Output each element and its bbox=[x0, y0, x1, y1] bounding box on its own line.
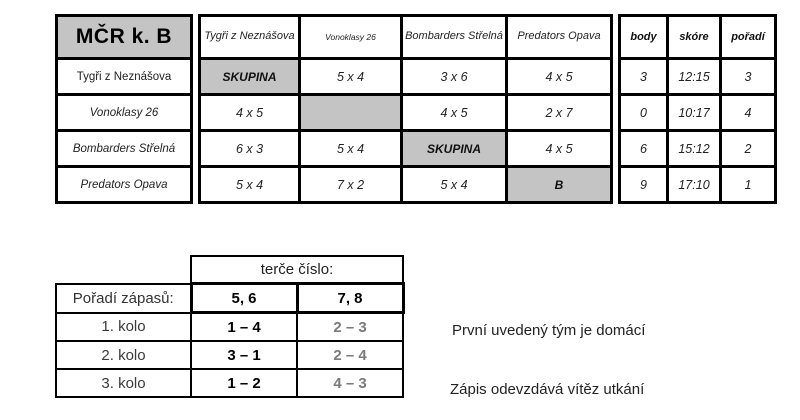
group-diagonal-cell: B bbox=[507, 167, 612, 203]
team-column-header: Predators Opava bbox=[507, 16, 612, 59]
score-value: 12:15 bbox=[668, 59, 721, 95]
rank-value: 4 bbox=[721, 95, 776, 131]
result-cell: 4 x 5 bbox=[402, 95, 507, 131]
round-label: 1. kolo bbox=[56, 313, 191, 342]
team-column-header: Vonoklasy 26 bbox=[300, 16, 402, 59]
team-row-label: Predators Opava bbox=[57, 167, 192, 203]
group-diagonal-cell: SKUPINA bbox=[402, 131, 507, 167]
round-label: 3. kolo bbox=[56, 369, 191, 397]
points-value: 9 bbox=[620, 167, 668, 203]
team-column-header: Bombarders Střelná bbox=[402, 16, 507, 59]
match-schedule-table bbox=[55, 255, 405, 398]
rounds-header: Pořadí zápasů: bbox=[56, 284, 191, 313]
score-column-header: skóre bbox=[668, 16, 721, 59]
points-value: 0 bbox=[620, 95, 668, 131]
match-pairing-cell: 2 – 4 bbox=[297, 341, 403, 369]
group-diagonal-cell: SKUPINA bbox=[200, 59, 300, 95]
result-cell: 5 x 4 bbox=[300, 131, 402, 167]
points-value: 3 bbox=[620, 59, 668, 95]
score-value: 17:10 bbox=[668, 167, 721, 203]
result-cell: 4 x 5 bbox=[200, 95, 300, 131]
team-row-label: Tygři z Neznášova bbox=[57, 59, 192, 95]
result-cell: 2 x 7 bbox=[507, 95, 612, 131]
rank-column-header: pořadí bbox=[721, 16, 776, 59]
match-pairing-cell: 1 – 4 bbox=[191, 313, 297, 342]
result-cell: 5 x 4 bbox=[300, 59, 402, 95]
result-cell: 5 x 4 bbox=[200, 167, 300, 203]
rank-value: 2 bbox=[721, 131, 776, 167]
match-pairing-cell: 3 – 1 bbox=[191, 341, 297, 369]
team-row-label: Bombarders Střelná bbox=[57, 131, 192, 167]
points-value: 6 bbox=[620, 131, 668, 167]
match-pairing-cell: 1 – 2 bbox=[191, 369, 297, 397]
targets-header: terče číslo: bbox=[191, 256, 403, 284]
round-label: 2. kolo bbox=[56, 341, 191, 369]
group-diagonal-cell bbox=[300, 95, 402, 131]
home-team-note: První uvedený tým je domácí bbox=[452, 322, 646, 339]
team-label-column bbox=[55, 14, 193, 204]
team-row-label: Vonoklasy 26 bbox=[57, 95, 192, 131]
result-cell: 6 x 3 bbox=[200, 131, 300, 167]
match-pairing-cell: 2 – 3 bbox=[297, 313, 403, 342]
empty-corner-cell bbox=[56, 256, 191, 284]
results-grid bbox=[198, 14, 613, 204]
result-cell: 4 x 5 bbox=[507, 59, 612, 95]
match-pairing-cell: 4 – 3 bbox=[297, 369, 403, 397]
result-cell: 7 x 2 bbox=[300, 167, 402, 203]
rank-value: 3 bbox=[721, 59, 776, 95]
rank-value: 1 bbox=[721, 167, 776, 203]
report-note: Zápis odevzdává vítěz utkání bbox=[450, 381, 645, 398]
table-title: MČR k. B bbox=[57, 16, 192, 59]
target-numbers-cell: 7, 8 bbox=[297, 284, 403, 313]
score-value: 10:17 bbox=[668, 95, 721, 131]
standings-columns bbox=[618, 14, 777, 204]
points-column-header: body bbox=[620, 16, 668, 59]
result-cell: 3 x 6 bbox=[402, 59, 507, 95]
result-cell: 4 x 5 bbox=[507, 131, 612, 167]
team-column-header: Tygři z Neznášova bbox=[200, 16, 300, 59]
group-b-crosstable bbox=[55, 14, 777, 204]
result-cell: 5 x 4 bbox=[402, 167, 507, 203]
score-value: 15:12 bbox=[668, 131, 721, 167]
target-numbers-cell: 5, 6 bbox=[191, 284, 297, 313]
